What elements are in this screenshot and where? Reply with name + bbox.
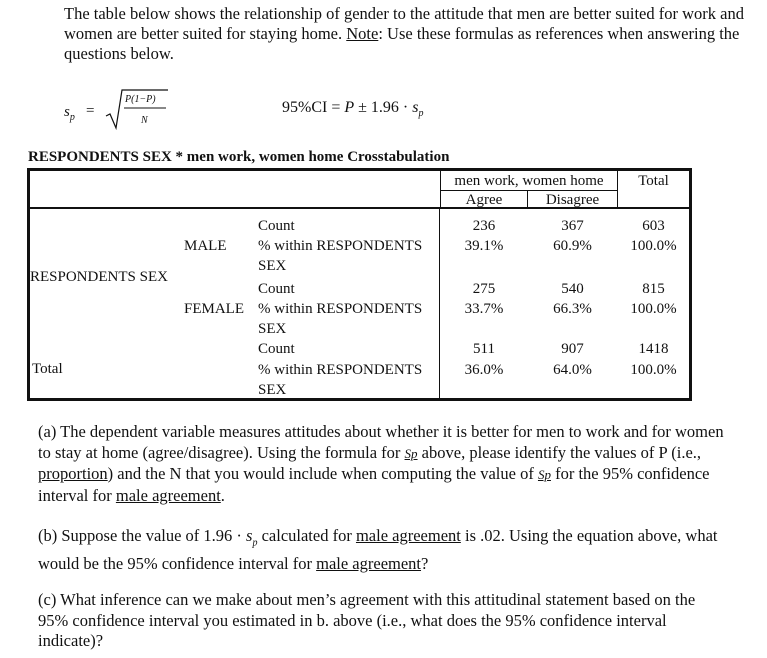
question-b [38,526,728,574]
cell-total-disagree-pct: 64.0% [553,362,592,378]
cell-total-total-count: 1418 [638,341,669,357]
row-total-label: Total [32,361,63,377]
pct-label-sex: SEX [258,321,287,337]
ci-pm: ± 1.96 · [354,99,413,116]
fraction-numerator: P(1−P) [125,94,156,105]
qa-text-3: ) and the N that you would include when computing the value of [107,464,538,483]
ci-s: s [412,99,419,116]
qb-text-3: is .02. Using the equation above, what would be the 95% confidence interval for [38,526,718,573]
count-label: Count [258,281,295,297]
qa-male-agreement: male agreement [115,485,221,505]
intro-text: The table below shows the relationship of gender to the attitude that men are better suited for work and women are better suited for staying home. [64,4,744,43]
count-label: Count [258,218,295,234]
note-label: Note [346,24,379,43]
cell-female-total-pct: 100.0% [630,301,677,317]
cell-female-disagree-pct: 66.3% [553,301,592,317]
qa-sp: Sp [404,445,418,461]
qb-male-agreement-2: male agreement [316,553,422,573]
intro-text-2: : Use these formulas as references when answering the questions below. [64,24,740,63]
qa-text-2: above, please identify the values of P (i.e., [417,442,702,462]
qb-text-2: calculated for [257,526,356,545]
ci-p: P [344,99,355,116]
col-agree-header: Agree [465,192,503,208]
row-male-label: MALE [184,238,227,254]
row-female-label: FEMALE [184,301,244,317]
count-label: Count [258,341,295,357]
qb-text: (b) Suppose the value of 1.96 · [38,526,247,545]
qb-end: ? [421,553,429,573]
ci-formula [282,99,423,119]
cell-male-disagree-pct: 60.9% [553,238,592,254]
qb-male-agreement: male agreement [355,526,461,545]
question-c [38,590,728,652]
pct-label: % within RESPONDENTS [258,362,423,378]
cell-total-agree-count: 511 [473,341,495,357]
qa-proportion: proportion [38,464,108,483]
row-group-label: RESPONDENTS SEX [30,269,168,285]
crosstab-table [27,168,692,401]
equals-sign: = [86,103,95,119]
pct-label: % within RESPONDENTS [258,301,423,317]
cell-male-agree-pct: 39.1% [464,238,504,254]
sp-symbol: s [64,104,70,120]
cell-total-agree-pct: 36.0% [464,362,504,378]
qa-text-4: for the 95% confidence interval for [38,464,710,505]
pct-label-sex: SEX [258,382,287,398]
ci-label: 95%CI = [282,99,345,116]
qa-end: . [220,485,225,505]
qc-text: (c) What inference can we make about men’s agreement with this attitudinal statement based on the 95% confidence interval you estimated in b. above (i.e., what does the 95% confidence interval indicate)? [38,590,696,650]
table-title: RESPONDENTS SEX * men work, women home Crosstabulation [28,149,450,165]
cell-female-agree-pct: 33.7% [464,301,504,317]
qa-text: (a) The dependent variable measures attitudes about whether it is better for men to work and for women to stay at home (agree/disagree). Using the formula for [38,422,724,462]
cell-male-agree-count: 236 [472,218,496,234]
cell-total-total-pct: 100.0% [630,362,677,378]
qb-sub: p [252,537,258,549]
qa-sp-2: Sp [537,467,551,482]
sp-formula-lhs [64,104,75,123]
col-group-header: men work, women home [454,173,604,189]
question-a [38,422,728,506]
cell-male-total-count: 603 [642,218,665,234]
pct-label-sex: SEX [258,258,287,274]
cell-male-disagree-count: 367 [561,218,584,234]
fraction-denominator: N [141,115,148,126]
pct-label: % within RESPONDENTS [258,238,423,254]
qb-s: s [246,526,253,545]
col-disagree-header: Disagree [545,192,600,208]
ci-sub: p [418,108,424,120]
cell-female-agree-count: 275 [472,281,496,297]
cell-male-total-pct: 100.0% [630,238,677,254]
cell-female-total-count: 815 [642,281,665,297]
cell-total-disagree-count: 907 [561,341,584,357]
col-total-header: Total [638,173,669,189]
grid-line [439,208,440,401]
cell-female-disagree-count: 540 [561,281,584,297]
intro-paragraph [64,4,744,64]
sp-subscript: p [69,112,75,123]
